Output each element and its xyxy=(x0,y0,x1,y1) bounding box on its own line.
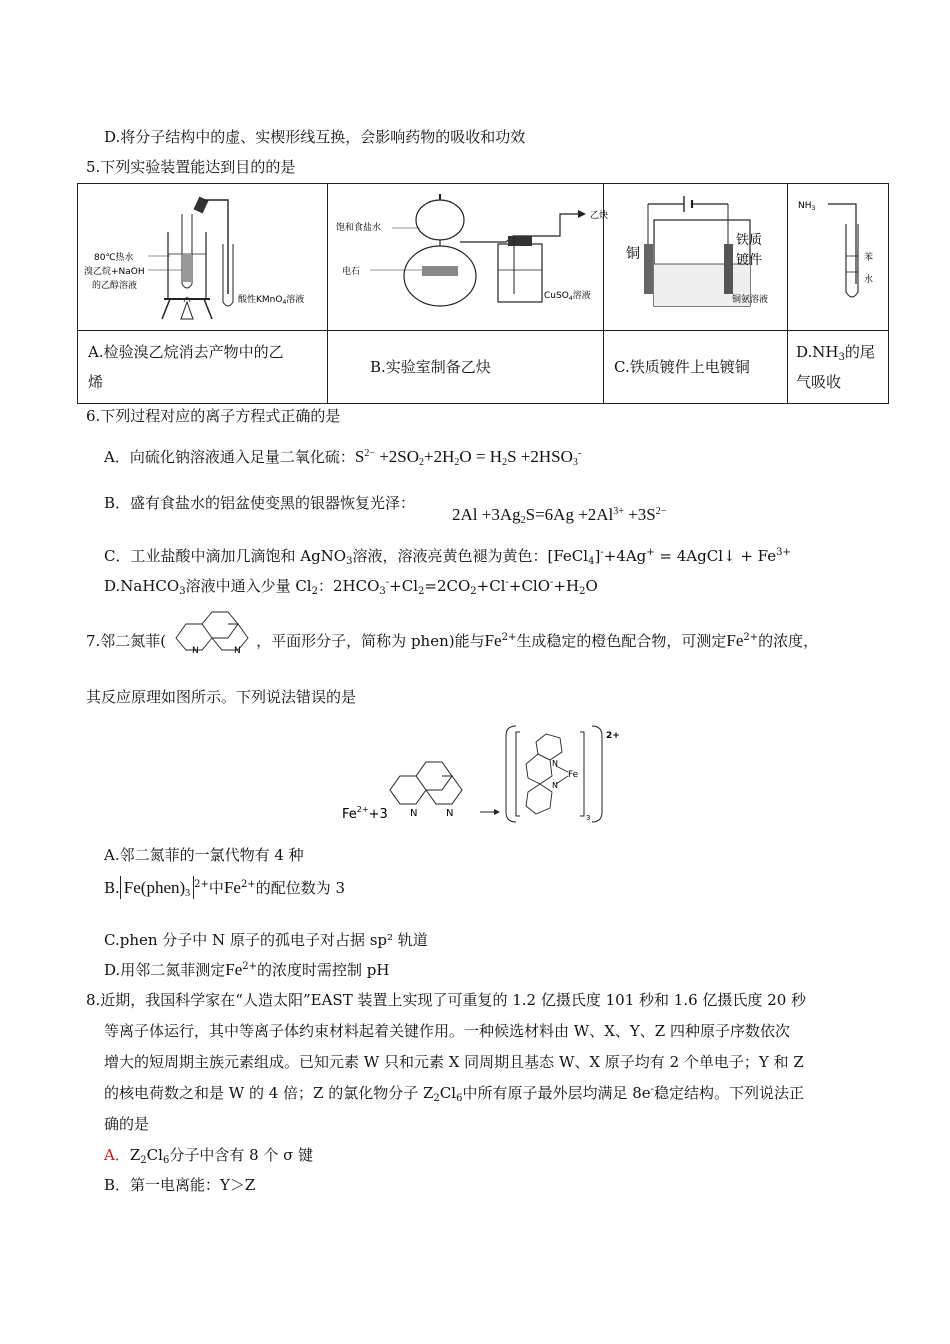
svg-text:N: N xyxy=(552,781,558,790)
q7-option-d: D.用邻二氮菲测定$Fe^{2+}$的浓度时需控制 pH xyxy=(104,960,390,979)
q7-stem-line2: 其反应原理如图所示。下列说法错误的是 xyxy=(86,688,357,706)
fig-b-label-carbide: 电石 xyxy=(342,267,361,277)
q8-option-b: B．第一电离能：Y＞Z xyxy=(104,1176,256,1194)
q5-figure-b xyxy=(328,184,609,331)
svg-text:N: N xyxy=(446,808,454,819)
q6-option-c: C．工业盐酸中滴加几滴饱和 AgNO$_3$溶液，溶液亮黄色褪为黄色：[FeCl$_4$]-+4Ag+ = 4AgCl↓ + $Fe^{3+}$ xyxy=(104,547,791,567)
q6-option-b-equation: $2Al +3Ag_2S=6Ag +2Al^{3+} +3S^{2-}$ xyxy=(452,505,667,526)
q7-stem-line1: 7.邻二氮菲( ，平面形分子，简称为 phen)能与$Fe^{2+}$生成稳定的橙色配合物，可测定$Fe^{2+}$的浓度， xyxy=(86,631,819,650)
fig-b-label-brine: 饱和食盐水 xyxy=(336,223,382,233)
q5-stem: 5.下列实验装置能达到目的的是 xyxy=(86,158,296,176)
fig-a-label-reagent: 酸性KMnO$_4$溶液 xyxy=(238,295,305,306)
q4-option-d: D.将分子结构中的虚、实楔形线互换，会影响药物的吸收和功效 xyxy=(104,128,526,146)
q6-stem: 6.下列过程对应的离子方程式正确的是 xyxy=(86,407,341,425)
svg-text:2+: 2+ xyxy=(606,731,620,741)
fig-a-label-mixture: 溴乙烷+NaOH xyxy=(84,267,145,277)
q5-caption-a: A.检验溴乙烷消去产物中的乙 烯 xyxy=(78,331,328,404)
fig-c-label-solution: 铜氨溶液 xyxy=(732,295,769,305)
q5-caption-d: $D.NH_3$的尾 气吸收 xyxy=(788,331,889,404)
fig-a-label-solvent: 的乙醇溶液 xyxy=(92,281,138,291)
q8-option-a: A．$Z_2Cl_6$分子中含有 8 个 σ 键 xyxy=(104,1146,314,1166)
acetylene-prep-figure xyxy=(328,184,609,326)
q8-line3: 增大的短周期主族元素组成。已知元素 W 只和元素 X 同周期且基态 W、X 原子均有 2 个单电子；Y 和 Z xyxy=(104,1053,804,1071)
q6-option-b-label: B．盛有食盐水的铝盆使变黑的银器恢复光泽： xyxy=(104,494,416,512)
svg-text:Fe: Fe xyxy=(568,770,579,780)
fig-c-label-plated-2: 镀件 xyxy=(736,253,763,268)
fig-c-label-plated-1: 铁质 xyxy=(736,233,763,248)
fig-b-label-reagent: CuSO$_4$溶液 xyxy=(544,291,591,302)
fig-b-label-gas: 乙炔 xyxy=(590,211,609,221)
svg-text:N: N xyxy=(410,808,418,819)
q5-figure-c xyxy=(604,184,788,331)
q8-line1: 8.近期，我国科学家在“人造太阳”EAST 装置上实现了可重复的 1.2 亿摄氏度 101 秒和 1.6 亿摄氏度 20 秒 xyxy=(86,991,807,1009)
q5-caption-c: C.铁质镀件上电镀铜 xyxy=(604,331,788,404)
fig-d-label-water: 水 xyxy=(864,275,874,285)
q7-option-c: C.phen 分子中 N 原子的孤电子对占据 sp² 轨道 xyxy=(104,931,428,949)
q8-line2: 等离子体运行，其中等离子体约束材料起着关键作用。一种候选材料由 W、X、Y、Z 四种原子序数依次 xyxy=(104,1022,790,1040)
fig-d-label-gas: $NH_3$ xyxy=(798,201,816,212)
q7-reaction-figure xyxy=(340,722,640,834)
phenanthroline-inline-structure xyxy=(172,610,260,654)
q7-option-a: A.邻二氮菲的一氯代物有 4 种 xyxy=(104,846,304,864)
q5-apparatus-table xyxy=(77,183,889,404)
svg-text:N: N xyxy=(552,759,558,768)
q8-line5: 确的是 xyxy=(104,1115,150,1133)
fig-d-label-benzene: 苯 xyxy=(864,253,874,263)
q5-figure-d xyxy=(788,184,889,331)
ammonia-absorption-figure xyxy=(788,184,888,326)
electroplating-figure xyxy=(604,184,787,326)
q5-figure-a xyxy=(78,184,328,331)
q6-option-a: A．向硫化钠溶液通入足量二氧化硫：$S^{2-} +2SO_2+2H_2O = H_2S +2HSO_3^-$ xyxy=(104,447,582,468)
svg-text:N: N xyxy=(234,646,241,656)
svg-text:3: 3 xyxy=(586,814,591,822)
fig-a-label-hot-water: 80℃热水 xyxy=(94,253,134,263)
q7-option-b: B. $Fe(phen)_3^{2+}$中$Fe^{2+}$的配位数为 3 xyxy=(104,878,345,899)
svg-text:Fe2++3: $Fe^{2+}+3$ xyxy=(342,805,388,822)
fig-c-label-copper: 铜 xyxy=(626,246,640,262)
q5-caption-b: B.实验室制备乙炔 xyxy=(328,331,604,404)
svg-text:N: N xyxy=(192,646,199,656)
q6-option-d: D.NaHCO$_3$溶液中通入少量 $Cl_2$：$2HCO_3^-+Cl_2=2CO_2+Cl^-+ClO^-+H_2O$ xyxy=(104,577,598,597)
bromoethane-elimination-figure xyxy=(78,184,327,326)
q8-line4: 的核电荷数之和是 W 的 4 倍；Z 的氯化物分子 $Z_2Cl_6$中所有原子最外层均满足 8e-稳定结构。下列说法正 xyxy=(104,1084,805,1104)
